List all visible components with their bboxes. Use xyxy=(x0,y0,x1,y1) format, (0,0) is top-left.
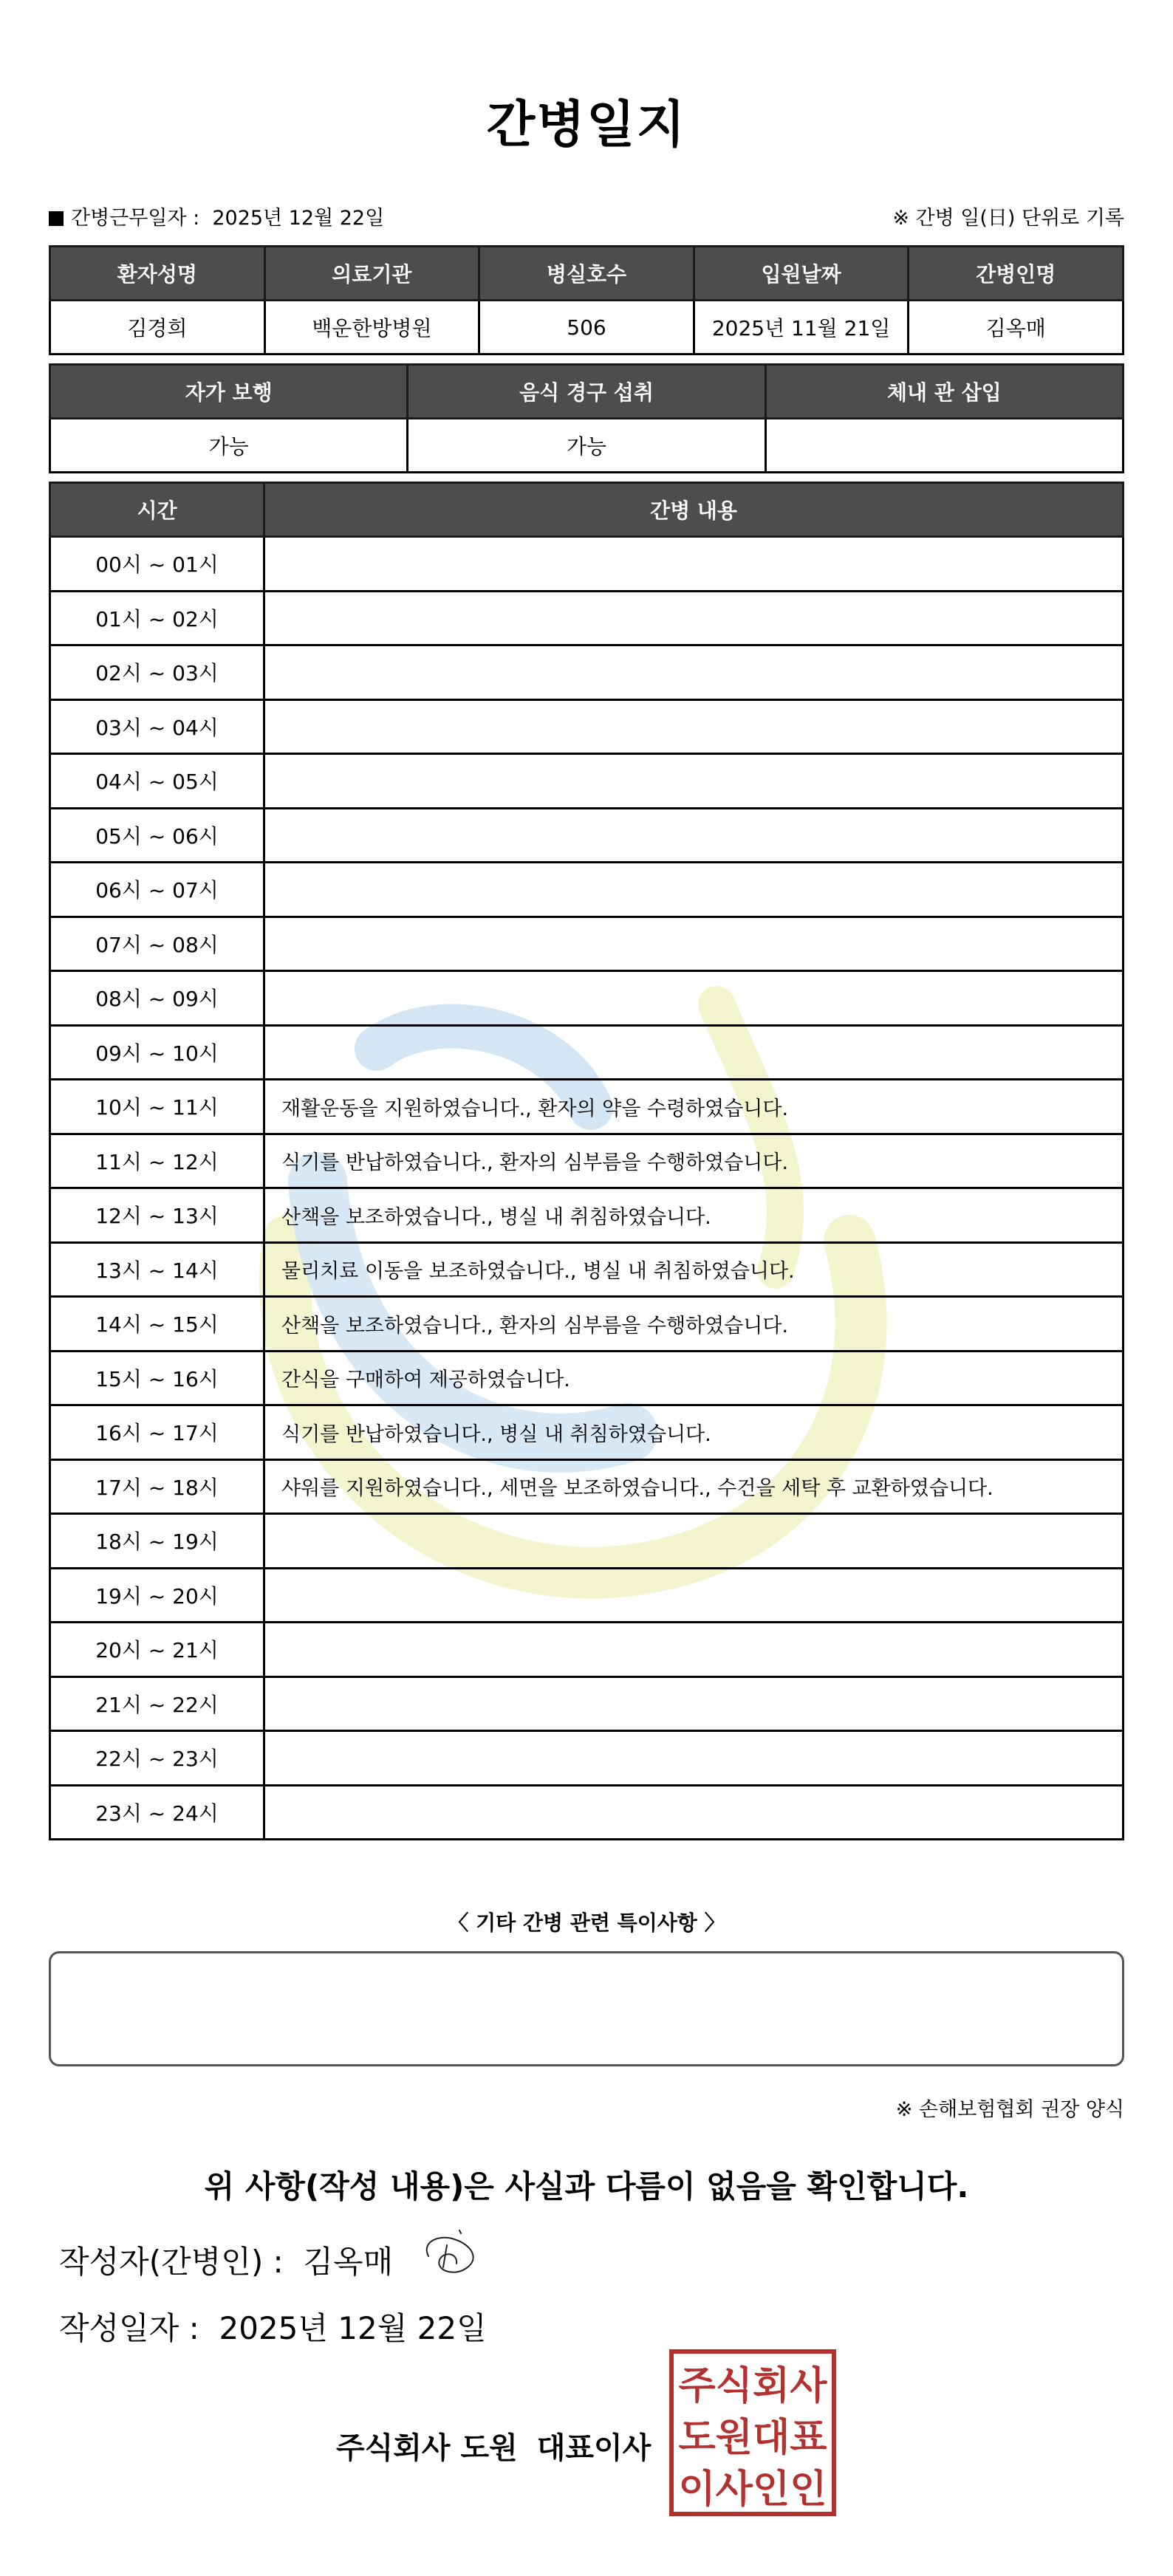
time-slot: 07시 ~ 08시 xyxy=(50,917,264,971)
care-content xyxy=(264,1025,1124,1080)
patient-status-table xyxy=(49,363,1124,473)
header-patient-name: 환자성명 xyxy=(50,247,265,301)
table-row xyxy=(50,537,1124,592)
time-slot: 21시 ~ 22시 xyxy=(50,1676,264,1731)
time-slot: 09시 ~ 10시 xyxy=(50,1025,264,1080)
time-slot: 05시 ~ 06시 xyxy=(50,808,264,863)
table-row xyxy=(50,1623,1124,1677)
written-date-line xyxy=(59,2304,487,2349)
writer-name: 김옥매 xyxy=(303,2244,394,2280)
care-content xyxy=(264,754,1124,809)
time-slot: 14시 ~ 15시 xyxy=(50,1297,264,1352)
header-room: 병실호수 xyxy=(479,247,694,301)
care-content xyxy=(264,1568,1124,1623)
time-slot: 02시 ~ 03시 xyxy=(50,645,264,700)
room-number: 506 xyxy=(479,301,694,354)
header-oral-intake: 음식 경구 섭취 xyxy=(408,365,765,419)
info-row xyxy=(49,202,1124,231)
table-row xyxy=(50,1080,1124,1134)
table-row xyxy=(50,591,1124,645)
time-slot: 03시 ~ 04시 xyxy=(50,699,264,754)
form-note: ※ 손해보험협회 권장 양식 xyxy=(895,2098,1124,2121)
seal-line-3: 이사인인 xyxy=(678,2467,827,2512)
work-date xyxy=(49,202,384,230)
table-row xyxy=(50,917,1124,971)
time-slot: 13시 ~ 14시 xyxy=(50,1242,264,1297)
time-slot: 11시 ~ 12시 xyxy=(50,1134,264,1188)
table-row xyxy=(50,1514,1124,1569)
care-content xyxy=(264,591,1124,645)
document-title: 간병일지 xyxy=(486,96,687,154)
header-tube-insertion: 체내 관 삽입 xyxy=(765,365,1123,419)
special-notes-title: 〈 기타 간병 관련 특이사항 〉 xyxy=(448,1911,725,1935)
header-care-content: 간병 내용 xyxy=(264,483,1124,537)
writer-line xyxy=(59,2238,393,2282)
care-content: 재활운동을 지원하였습니다., 환자의 약을 수령하였습니다. xyxy=(264,1080,1124,1134)
handwritten-signature xyxy=(414,2223,502,2282)
hospital-name: 백운한방병원 xyxy=(264,301,479,354)
table-row xyxy=(50,1676,1124,1731)
time-slot: 19시 ~ 20시 xyxy=(50,1568,264,1623)
company-seal-stamp xyxy=(668,2349,837,2517)
seal-line-2: 도원대표 xyxy=(678,2416,827,2460)
oral-intake-status: 가능 xyxy=(408,419,765,473)
table-row xyxy=(50,301,1124,354)
care-content: 식기를 반납하였습니다., 환자의 심부름을 수행하였습니다. xyxy=(264,1134,1124,1188)
table-row xyxy=(50,863,1124,917)
care-content: 산책을 보조하였습니다., 환자의 심부름을 수행하였습니다. xyxy=(264,1297,1124,1352)
care-content: 샤워를 지원하였습니다., 세면을 보조하였습니다., 수건을 세탁 후 교환하였습니다. xyxy=(264,1459,1124,1514)
table-row xyxy=(50,1351,1124,1405)
walking-status: 가능 xyxy=(50,419,408,473)
table-row xyxy=(50,808,1124,863)
confirmation-statement: 위 사항(작성 내용)은 사실과 다름이 없음을 확인합니다. xyxy=(204,2168,969,2205)
table-row xyxy=(50,1785,1124,1840)
written-date-label: 작성일자 : xyxy=(59,2310,199,2346)
header-hospital: 의료기관 xyxy=(264,247,479,301)
time-slot: 06시 ~ 07시 xyxy=(50,863,264,917)
table-row xyxy=(50,1025,1124,1080)
table-row xyxy=(50,1297,1124,1352)
table-row xyxy=(50,1188,1124,1243)
time-slot: 18시 ~ 19시 xyxy=(50,1514,264,1569)
special-notes-box xyxy=(49,1951,1124,2066)
care-content xyxy=(264,917,1124,971)
care-content xyxy=(264,1623,1124,1677)
table-row xyxy=(50,699,1124,754)
company-name: 주식회사 도원 xyxy=(336,2431,518,2465)
care-content xyxy=(264,1785,1124,1840)
care-content: 산책을 보조하였습니다., 병실 내 취침하였습니다. xyxy=(264,1188,1124,1243)
writer-label: 작성자(간병인) : xyxy=(59,2244,284,2280)
time-slot: 12시 ~ 13시 xyxy=(50,1188,264,1243)
bullet-square-icon xyxy=(49,211,64,226)
tube-insertion-status xyxy=(765,419,1123,473)
time-slot: 01시 ~ 02시 xyxy=(50,591,264,645)
table-row xyxy=(50,971,1124,1026)
time-slot: 04시 ~ 05시 xyxy=(50,754,264,809)
care-content xyxy=(264,699,1124,754)
company-line xyxy=(336,2425,651,2467)
patient-info-table xyxy=(49,245,1124,355)
care-content xyxy=(264,1676,1124,1731)
care-log-body xyxy=(50,537,1124,1840)
table-row xyxy=(50,1731,1124,1786)
care-content xyxy=(264,1514,1124,1569)
care-log-table xyxy=(49,482,1124,1840)
time-slot: 16시 ~ 17시 xyxy=(50,1405,264,1460)
company-role: 대표이사 xyxy=(536,2431,652,2465)
table-header-row xyxy=(50,365,1124,419)
care-content: 간식을 구매하여 제공하였습니다. xyxy=(264,1351,1124,1405)
time-slot: 23시 ~ 24시 xyxy=(50,1785,264,1840)
table-row xyxy=(50,1242,1124,1297)
table-row xyxy=(50,1459,1124,1514)
table-row xyxy=(50,1134,1124,1188)
care-content xyxy=(264,537,1124,592)
work-date-label: 간병근무일자 : xyxy=(71,207,200,230)
header-admission-date: 입원날짜 xyxy=(694,247,909,301)
work-date-value: 2025년 12월 22일 xyxy=(212,207,385,230)
table-row xyxy=(50,419,1124,473)
written-date-value: 2025년 12월 22일 xyxy=(219,2310,487,2346)
header-caregiver: 간병인명 xyxy=(909,247,1124,301)
time-slot: 20시 ~ 21시 xyxy=(50,1623,264,1677)
time-slot: 00시 ~ 01시 xyxy=(50,537,264,592)
seal-line-1: 주식회사 xyxy=(678,2364,827,2408)
patient-name: 김경희 xyxy=(50,301,265,354)
record-note: ※ 간병 일(日) 단위로 기록 xyxy=(892,207,1124,230)
time-slot: 15시 ~ 16시 xyxy=(50,1351,264,1405)
header-walking: 자가 보행 xyxy=(50,365,408,419)
time-slot: 08시 ~ 09시 xyxy=(50,971,264,1026)
table-header-row xyxy=(50,483,1124,537)
table-row xyxy=(50,1405,1124,1460)
time-slot: 17시 ~ 18시 xyxy=(50,1459,264,1514)
care-content xyxy=(264,645,1124,700)
admission-date: 2025년 11월 21일 xyxy=(694,301,909,354)
time-slot: 22시 ~ 23시 xyxy=(50,1731,264,1786)
caregiver-name: 김옥매 xyxy=(909,301,1124,354)
header-time: 시간 xyxy=(50,483,264,537)
care-content xyxy=(264,808,1124,863)
table-header-row xyxy=(50,247,1124,301)
table-row xyxy=(50,1568,1124,1623)
care-content: 식기를 반납하였습니다., 병실 내 취침하였습니다. xyxy=(264,1405,1124,1460)
care-content: 물리치료 이동을 보조하였습니다., 병실 내 취침하였습니다. xyxy=(264,1242,1124,1297)
care-content xyxy=(264,1731,1124,1786)
time-slot: 10시 ~ 11시 xyxy=(50,1080,264,1134)
care-content xyxy=(264,863,1124,917)
care-content xyxy=(264,971,1124,1026)
table-row xyxy=(50,645,1124,700)
table-row xyxy=(50,754,1124,809)
